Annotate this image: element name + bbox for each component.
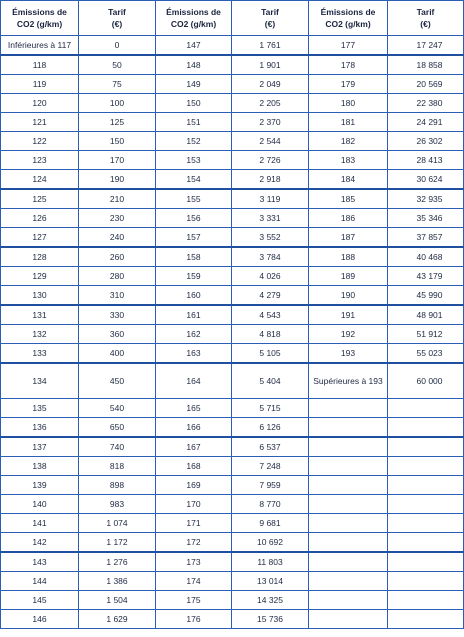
tarif-cell: 4 279 [232, 286, 309, 306]
table-row [1, 344, 464, 364]
emissions-cell: 166 [156, 418, 232, 438]
table-row [1, 418, 464, 438]
table-row [1, 94, 464, 113]
tarif-cell: 1 276 [79, 552, 156, 572]
emissions-cell: 188 [309, 247, 388, 267]
empty-cell [388, 437, 464, 457]
header-line: Tarif [108, 7, 126, 17]
tarif-cell: 150 [79, 132, 156, 151]
emissions-cell: 165 [156, 399, 232, 418]
table-row [1, 247, 464, 267]
tarif-cell: 26 302 [388, 132, 464, 151]
tarif-cell: 540 [79, 399, 156, 418]
header-emissions [1, 1, 79, 36]
empty-cell [388, 591, 464, 610]
tarif-cell: 24 291 [388, 113, 464, 132]
emissions-cell: 162 [156, 325, 232, 344]
emissions-cell: 132 [1, 325, 79, 344]
emissions-cell: 191 [309, 305, 388, 325]
empty-cell [309, 476, 388, 495]
tarif-cell: 5 715 [232, 399, 309, 418]
tarif-cell: 400 [79, 344, 156, 364]
tarif-cell: 210 [79, 189, 156, 209]
tarif-cell: 48 901 [388, 305, 464, 325]
tarif-cell: 50 [79, 55, 156, 75]
emissions-cell: 148 [156, 55, 232, 75]
emissions-cell: 149 [156, 75, 232, 94]
emissions-cell: 176 [156, 610, 232, 629]
emissions-cell: 161 [156, 305, 232, 325]
emissions-cell: 152 [156, 132, 232, 151]
empty-cell [309, 437, 388, 457]
empty-cell [388, 399, 464, 418]
tarif-cell: 5 105 [232, 344, 309, 364]
tarif-cell: 51 912 [388, 325, 464, 344]
emissions-cell: 137 [1, 437, 79, 457]
emissions-cell: 145 [1, 591, 79, 610]
table-row [1, 399, 464, 418]
tarif-cell: 898 [79, 476, 156, 495]
tarif-cell: 5 404 [232, 363, 309, 399]
tarif-cell: 30 624 [388, 170, 464, 190]
table-row [1, 572, 464, 591]
tarif-cell: 2 370 [232, 113, 309, 132]
tarif-cell: 1 761 [232, 36, 309, 56]
emissions-cell: Supérieures à 193 [309, 363, 388, 399]
header-tarif [388, 1, 464, 36]
tarif-cell: 2 049 [232, 75, 309, 94]
tarif-cell: 170 [79, 151, 156, 170]
emissions-cell: 184 [309, 170, 388, 190]
table-row [1, 132, 464, 151]
header-line: (€) [111, 19, 123, 29]
tarif-cell: 6 537 [232, 437, 309, 457]
empty-cell [388, 514, 464, 533]
emissions-cell: 146 [1, 610, 79, 629]
tarif-cell: 190 [79, 170, 156, 190]
tarif-cell: 650 [79, 418, 156, 438]
tarif-cell: 14 325 [232, 591, 309, 610]
table-row [1, 151, 464, 170]
emissions-cell: 141 [1, 514, 79, 533]
empty-cell [388, 533, 464, 553]
emissions-cell: 180 [309, 94, 388, 113]
emissions-cell: 183 [309, 151, 388, 170]
emissions-cell: Inférieures à 117 [1, 36, 79, 56]
tarif-cell: 35 346 [388, 209, 464, 228]
table-row [1, 591, 464, 610]
emissions-cell: 173 [156, 552, 232, 572]
tarif-cell: 7 959 [232, 476, 309, 495]
table-row [1, 113, 464, 132]
empty-cell [309, 610, 388, 629]
tarif-cell: 360 [79, 325, 156, 344]
tarif-cell: 983 [79, 495, 156, 514]
emissions-cell: 153 [156, 151, 232, 170]
tarif-cell: 2 544 [232, 132, 309, 151]
empty-cell [309, 591, 388, 610]
header-line: Tarif [416, 7, 435, 17]
emissions-cell: 122 [1, 132, 79, 151]
tarif-cell: 4 026 [232, 267, 309, 286]
tarif-cell: 45 990 [388, 286, 464, 306]
tarif-cell: 330 [79, 305, 156, 325]
table-row [1, 476, 464, 495]
table-row [1, 36, 464, 56]
emissions-cell: 139 [1, 476, 79, 495]
emissions-cell: 151 [156, 113, 232, 132]
table-row [1, 457, 464, 476]
tarif-cell: 15 736 [232, 610, 309, 629]
tarif-cell: 280 [79, 267, 156, 286]
emissions-cell: 142 [1, 533, 79, 553]
tarif-cell: 3 552 [232, 228, 309, 248]
emissions-cell: 185 [309, 189, 388, 209]
empty-cell [309, 457, 388, 476]
emissions-cell: 186 [309, 209, 388, 228]
emissions-cell: 163 [156, 344, 232, 364]
header-line: CO2 (g/km) [325, 19, 371, 29]
header-emissions [309, 1, 388, 36]
header-line: CO2 (g/km) [16, 19, 63, 29]
emissions-cell: 158 [156, 247, 232, 267]
table-row [1, 170, 464, 190]
emissions-cell: 155 [156, 189, 232, 209]
tarif-cell: 1 386 [79, 572, 156, 591]
tarif-cell: 2 205 [232, 94, 309, 113]
tarif-cell: 60 000 [388, 363, 464, 399]
table-row [1, 514, 464, 533]
emissions-cell: 136 [1, 418, 79, 438]
tarif-cell: 1 504 [79, 591, 156, 610]
emissions-cell: 189 [309, 267, 388, 286]
table-row [1, 533, 464, 553]
tarif-cell: 13 014 [232, 572, 309, 591]
emissions-cell: 187 [309, 228, 388, 248]
emissions-cell: 175 [156, 591, 232, 610]
emissions-cell: 124 [1, 170, 79, 190]
emissions-cell: 135 [1, 399, 79, 418]
empty-cell [309, 418, 388, 438]
empty-cell [388, 418, 464, 438]
table-row [1, 495, 464, 514]
tarif-cell: 28 413 [388, 151, 464, 170]
tarif-cell: 740 [79, 437, 156, 457]
tarif-cell: 7 248 [232, 457, 309, 476]
header-tarif [232, 1, 309, 36]
emissions-cell: 190 [309, 286, 388, 306]
empty-cell [309, 514, 388, 533]
table-row [1, 267, 464, 286]
empty-cell [388, 495, 464, 514]
tarif-cell: 125 [79, 113, 156, 132]
emissions-cell: 157 [156, 228, 232, 248]
header-line: Émissions de [12, 7, 67, 17]
table-row [1, 363, 464, 399]
table-header-row [1, 1, 464, 36]
empty-cell [309, 399, 388, 418]
emissions-cell: 140 [1, 495, 79, 514]
tarif-cell: 40 468 [388, 247, 464, 267]
emissions-cell: 170 [156, 495, 232, 514]
table-row [1, 55, 464, 75]
tarif-cell: 818 [79, 457, 156, 476]
tarif-cell: 2 918 [232, 170, 309, 190]
header-line: Émissions de [320, 7, 376, 17]
tarif-cell: 9 681 [232, 514, 309, 533]
emissions-cell: 182 [309, 132, 388, 151]
tarif-cell: 310 [79, 286, 156, 306]
tarif-cell: 3 119 [232, 189, 309, 209]
table-row [1, 286, 464, 306]
tarif-cell: 10 692 [232, 533, 309, 553]
tarif-cell: 6 126 [232, 418, 309, 438]
tarif-cell: 1 172 [79, 533, 156, 553]
emissions-cell: 168 [156, 457, 232, 476]
emissions-cell: 118 [1, 55, 79, 75]
emissions-cell: 174 [156, 572, 232, 591]
emissions-cell: 125 [1, 189, 79, 209]
empty-cell [309, 495, 388, 514]
emissions-cell: 193 [309, 344, 388, 364]
tarif-cell: 18 858 [388, 55, 464, 75]
emissions-cell: 156 [156, 209, 232, 228]
table-row [1, 552, 464, 572]
emissions-cell: 123 [1, 151, 79, 170]
emissions-cell: 169 [156, 476, 232, 495]
emissions-cell: 147 [156, 36, 232, 56]
header-tarif [79, 1, 156, 36]
table-row [1, 305, 464, 325]
table-body [1, 36, 464, 629]
empty-cell [388, 476, 464, 495]
tarif-cell: 240 [79, 228, 156, 248]
emissions-cell: 126 [1, 209, 79, 228]
emissions-cell: 131 [1, 305, 79, 325]
tarif-cell: 8 770 [232, 495, 309, 514]
empty-cell [309, 552, 388, 572]
header-emissions [156, 1, 232, 36]
tarif-cell: 100 [79, 94, 156, 113]
emissions-cell: 179 [309, 75, 388, 94]
tarif-cell: 230 [79, 209, 156, 228]
empty-cell [388, 552, 464, 572]
tarif-cell: 75 [79, 75, 156, 94]
emissions-cell: 164 [156, 363, 232, 399]
header-line: CO2 (g/km) [170, 19, 217, 29]
emissions-cell: 128 [1, 247, 79, 267]
emissions-cell: 133 [1, 344, 79, 364]
emissions-cell: 138 [1, 457, 79, 476]
emissions-cell: 129 [1, 267, 79, 286]
tarif-cell: 4 543 [232, 305, 309, 325]
empty-cell [388, 572, 464, 591]
table-row [1, 75, 464, 94]
header-line: Émissions de [166, 7, 221, 17]
table-row [1, 325, 464, 344]
tarif-cell: 0 [79, 36, 156, 56]
tarif-cell: 1 901 [232, 55, 309, 75]
emissions-cell: 177 [309, 36, 388, 56]
emissions-cell: 192 [309, 325, 388, 344]
emissions-cell: 167 [156, 437, 232, 457]
tarif-cell: 37 857 [388, 228, 464, 248]
emissions-cell: 172 [156, 533, 232, 553]
emissions-cell: 127 [1, 228, 79, 248]
empty-cell [309, 572, 388, 591]
emissions-cell: 159 [156, 267, 232, 286]
table-row [1, 610, 464, 629]
header-line: Tarif [261, 7, 279, 17]
emissions-cell: 120 [1, 94, 79, 113]
emissions-cell: 134 [1, 363, 79, 399]
tarif-cell: 20 569 [388, 75, 464, 94]
tarif-cell: 3 331 [232, 209, 309, 228]
emissions-cell: 178 [309, 55, 388, 75]
empty-cell [309, 533, 388, 553]
table-row [1, 209, 464, 228]
tarif-cell: 450 [79, 363, 156, 399]
emissions-cell: 143 [1, 552, 79, 572]
emissions-cell: 150 [156, 94, 232, 113]
tarif-cell: 3 784 [232, 247, 309, 267]
tarif-cell: 11 803 [232, 552, 309, 572]
emissions-cell: 160 [156, 286, 232, 306]
table-row [1, 228, 464, 248]
emissions-cell: 121 [1, 113, 79, 132]
emissions-cell: 181 [309, 113, 388, 132]
tarif-cell: 2 726 [232, 151, 309, 170]
emissions-cell: 171 [156, 514, 232, 533]
tarif-cell: 22 380 [388, 94, 464, 113]
empty-cell [388, 610, 464, 629]
header-line: (€) [264, 19, 276, 29]
emissions-cell: 130 [1, 286, 79, 306]
emissions-cell: 154 [156, 170, 232, 190]
tarif-cell: 32 935 [388, 189, 464, 209]
tarif-cell: 4 818 [232, 325, 309, 344]
tarif-cell: 55 023 [388, 344, 464, 364]
table-row [1, 437, 464, 457]
tarif-cell: 260 [79, 247, 156, 267]
empty-cell [388, 457, 464, 476]
tarif-cell: 43 179 [388, 267, 464, 286]
emissions-cell: 119 [1, 75, 79, 94]
tarif-cell: 1 629 [79, 610, 156, 629]
tarif-cell: 1 074 [79, 514, 156, 533]
tarif-cell: 17 247 [388, 36, 464, 56]
emissions-cell: 144 [1, 572, 79, 591]
table-row [1, 189, 464, 209]
header-line: (€) [420, 19, 431, 29]
